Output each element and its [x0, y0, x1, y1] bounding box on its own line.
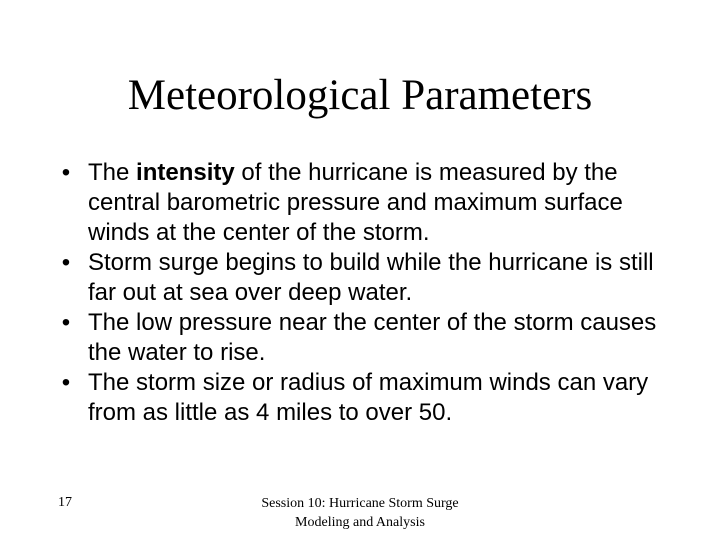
bullet-dot: •	[61, 309, 71, 336]
bullet-bold-term: intensity	[136, 159, 235, 186]
bullet-text-end: of the hurricane is measured by the central barometric pressure and maximum surface winds at the center of the storm.	[88, 159, 623, 246]
slide-title: Meteorological Parameters	[127, 72, 593, 119]
bullet-text: Storm surge begins to build while the hurricane is still far out at sea over deep water.	[88, 249, 654, 306]
bullet-text: The low pressure near the center of the storm causes the water to rise.	[88, 309, 657, 366]
bullet-text: The storm size or radius of maximum winds can vary from as little as 4 miles to over 50.	[88, 369, 649, 426]
slide-number: 17	[58, 495, 72, 510]
slide-footer	[210, 494, 510, 532]
bullet-list	[54, 158, 674, 428]
bullet-dot: •	[61, 159, 71, 186]
bullet-storm-size	[54, 368, 674, 428]
bullet-storm-surge	[54, 248, 674, 308]
bullet-text-start: The	[88, 159, 137, 186]
bullet-dot: •	[61, 249, 71, 276]
bullet-low-pressure	[54, 308, 674, 368]
footer-line-2: Modeling and Analysis	[295, 515, 425, 530]
bullet-dot: •	[61, 369, 71, 396]
footer-line-1: Session 10: Hurricane Storm Surge	[261, 496, 459, 511]
bullet-intensity	[54, 158, 674, 248]
